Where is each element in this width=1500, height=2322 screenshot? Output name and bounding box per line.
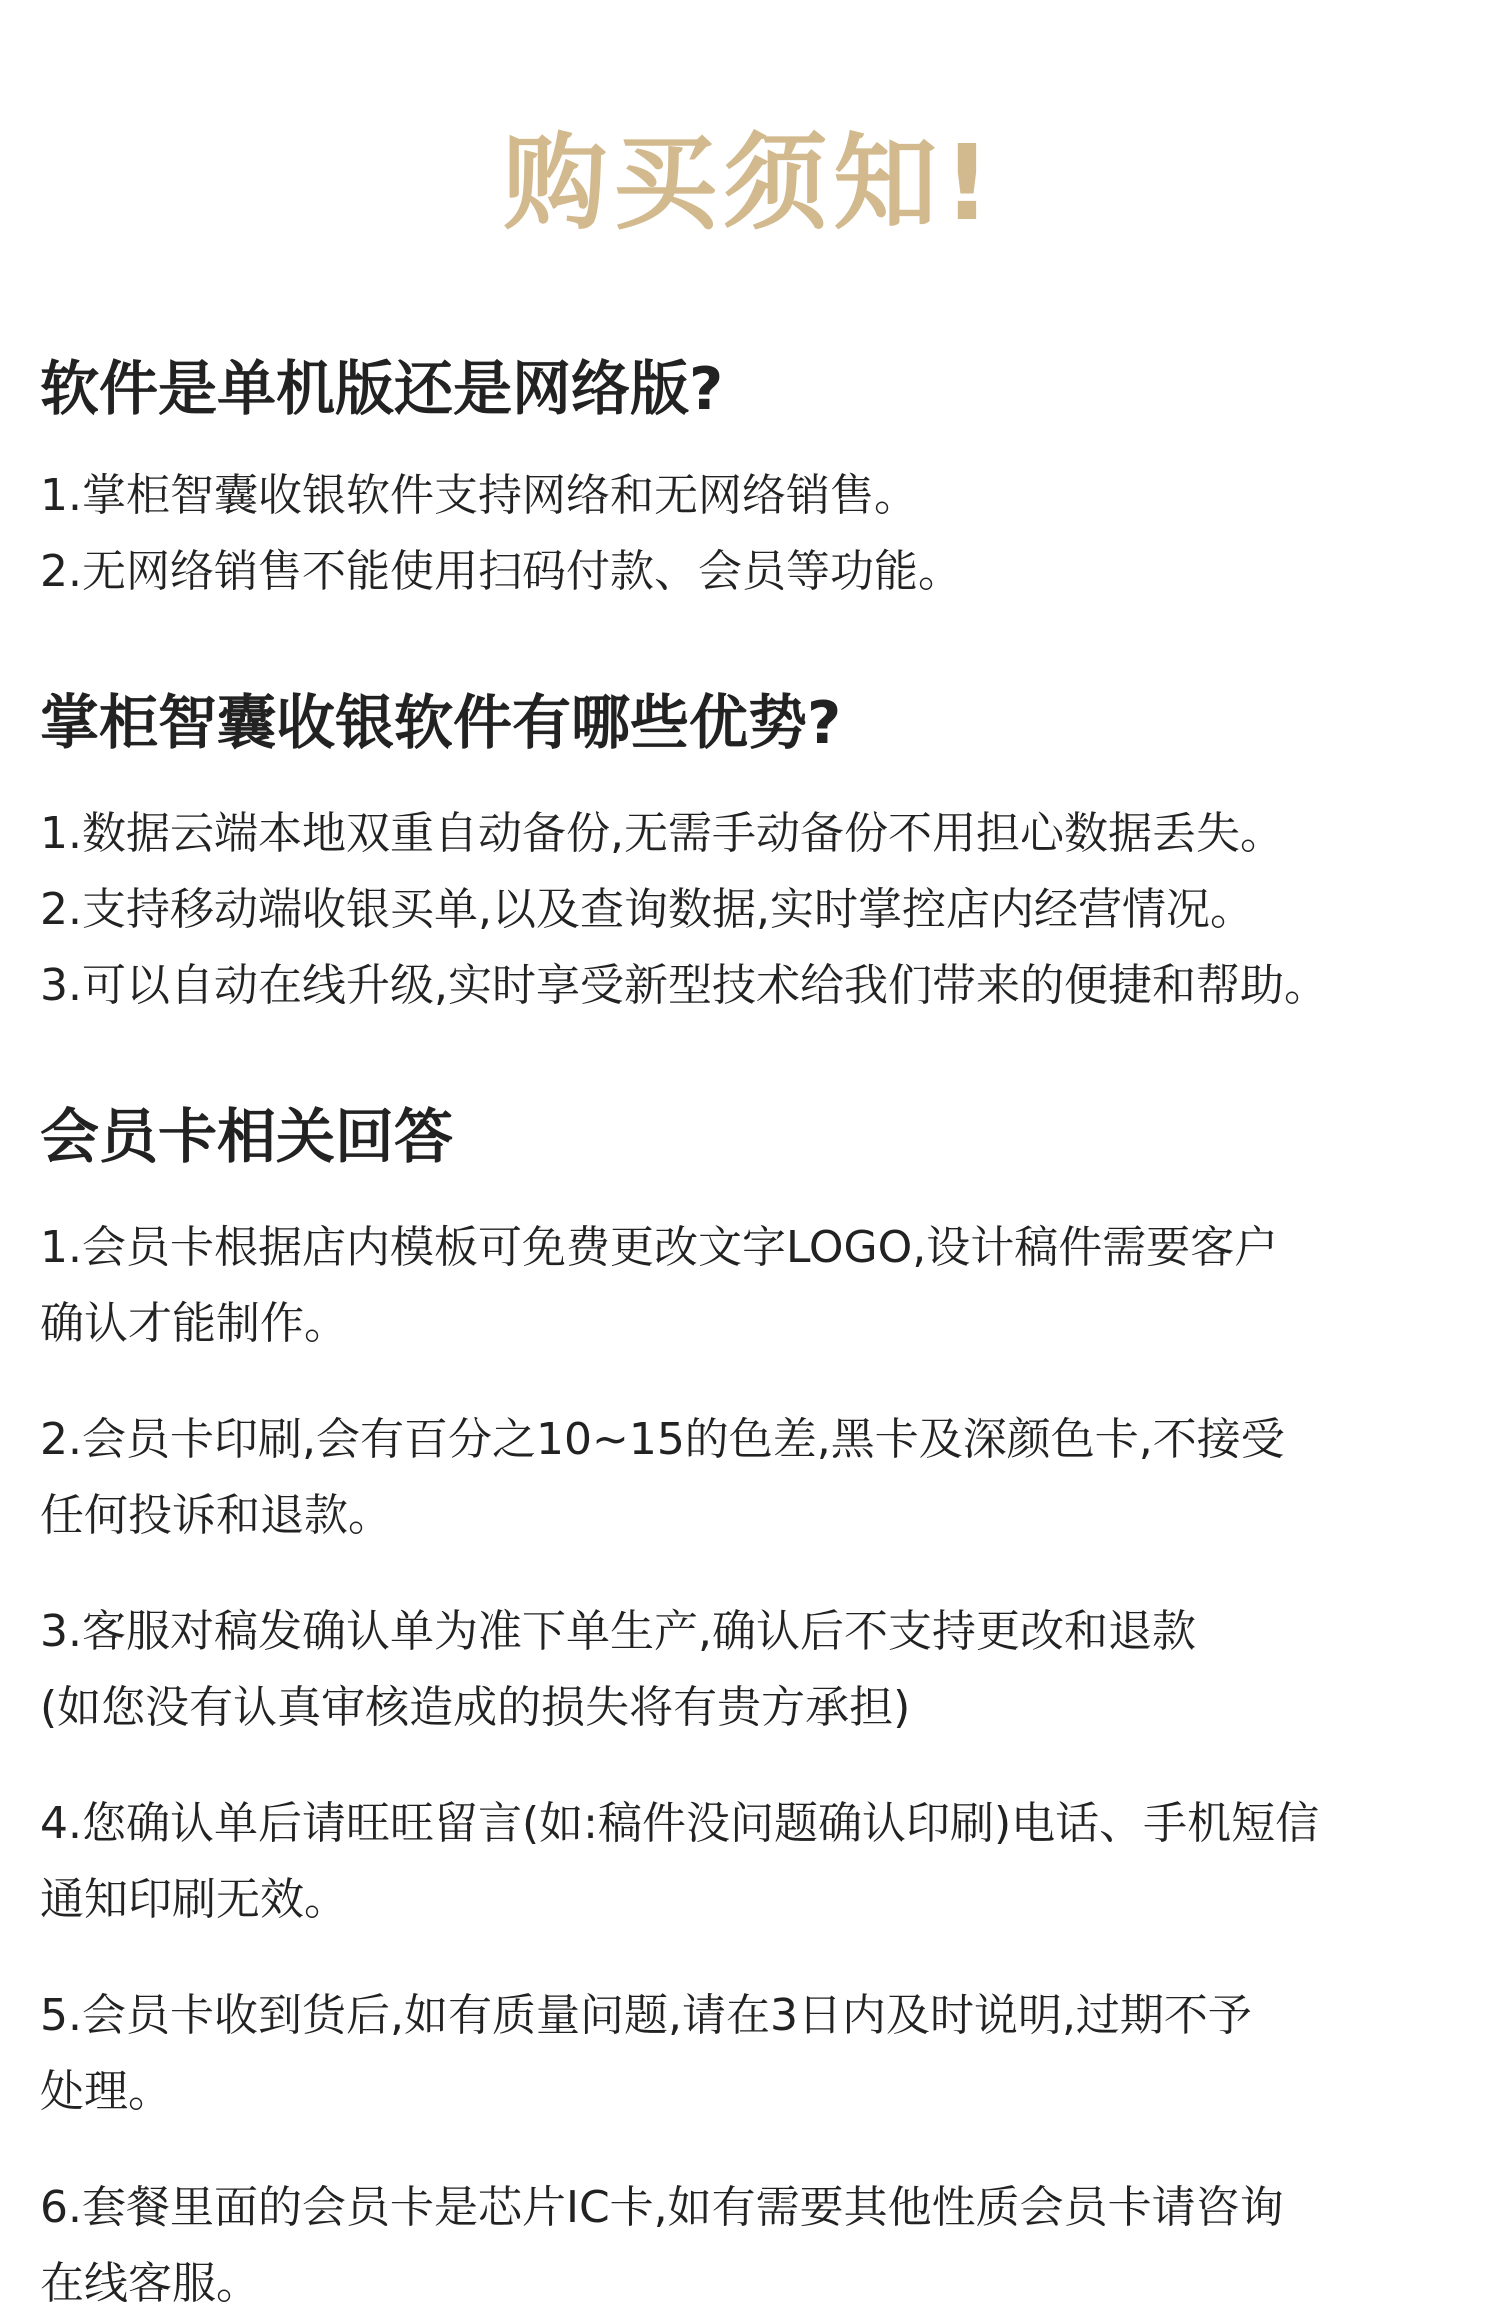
list-item-line: 6.套餐里面的会员卡是芯片IC卡,如有需要其他性质会员卡请咨询 [40, 2182, 1284, 2233]
list-item [40, 1594, 1460, 1746]
page-title: 购买须知! [503, 122, 997, 244]
list-item-line: 5.会员卡收到货后,如有质量问题,请在3日内及时说明,过期不予 [40, 1990, 1252, 2041]
list-item: 1.数据云端本地双重自动备份,无需手动备份不用担心数据丢失。 [40, 808, 1284, 859]
list-item-line: 通知印刷无效。 [40, 1874, 348, 1925]
list-item: 2.支持移动端收银买单,以及查询数据,实时掌控店内经营情况。 [40, 884, 1254, 935]
list-item [40, 2170, 1460, 2322]
list-item [40, 1210, 1460, 1362]
list-item: 2.无网络销售不能使用扫码付款、会员等功能。 [40, 546, 962, 597]
section-items-advantages [40, 796, 1460, 1024]
section-heading-version: 软件是单机版还是网络版? [40, 354, 724, 423]
list-item: 3.可以自动在线升级,实时享受新型技术给我们带来的便捷和帮助。 [40, 960, 1328, 1011]
list-item-line: 处理。 [40, 2066, 172, 2117]
list-item-line: 在线客服。 [40, 2258, 260, 2309]
list-item [40, 1402, 1460, 1554]
list-item [40, 1786, 1460, 1938]
list-item: 1.掌柜智囊收银软件支持网络和无网络销售。 [40, 470, 918, 521]
list-item-line: 确认才能制作。 [40, 1298, 348, 1349]
list-item-line: 4.您确认单后请旺旺留言(如:稿件没问题确认印刷)电话、手机短信 [40, 1798, 1320, 1849]
list-item-line: 3.客服对稿发确认单为准下单生产,确认后不支持更改和退款 [40, 1606, 1196, 1657]
section-items-membership-card [40, 1210, 1460, 2322]
list-item-line: (如您没有认真审核造成的损失将有贵方承担) [40, 1682, 911, 1733]
list-item-line: 2.会员卡印刷,会有百分之10~15的色差,黑卡及深颜色卡,不接受 [40, 1414, 1285, 1465]
section-items-version [40, 458, 1460, 610]
list-item-line: 任何投诉和退款。 [40, 1490, 392, 1541]
section-heading-advantages: 掌柜智囊收银软件有哪些优势? [40, 688, 842, 757]
list-item [40, 1978, 1460, 2130]
list-item-line: 1.会员卡根据店内模板可免费更改文字LOGO,设计稿件需要客户 [40, 1222, 1279, 1273]
section-heading-membership-card: 会员卡相关回答 [40, 1102, 454, 1171]
